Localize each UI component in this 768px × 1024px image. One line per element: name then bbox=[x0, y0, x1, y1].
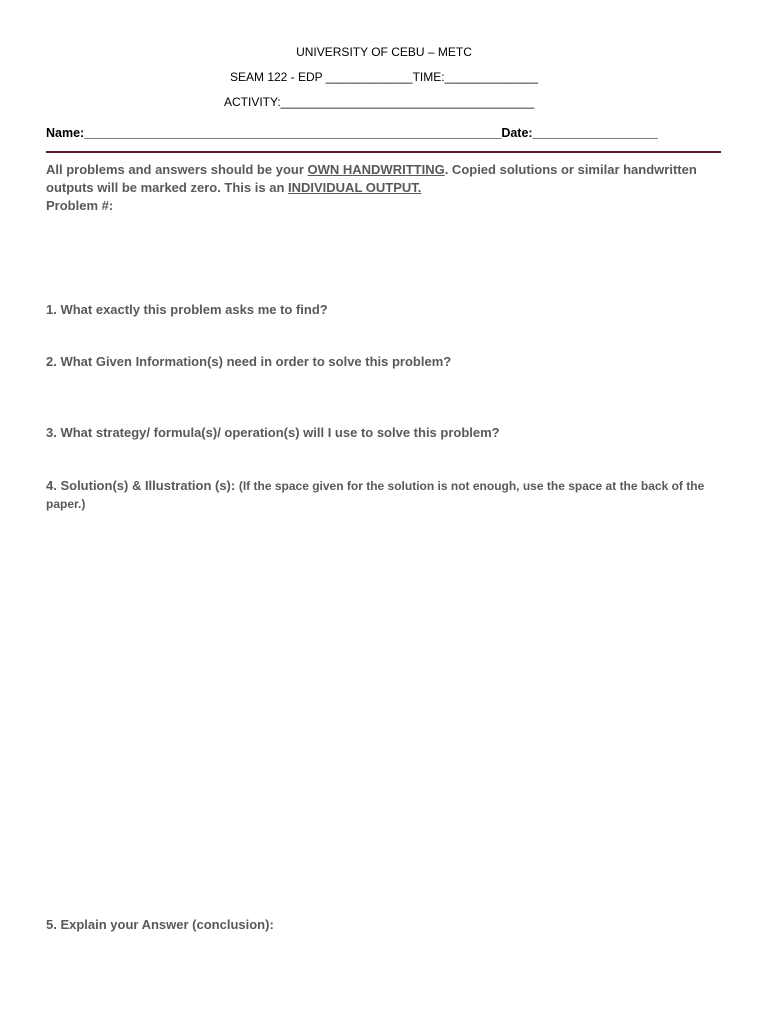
activity-line: ACTIVITY:______________________________________ bbox=[224, 95, 535, 109]
problem-number-label: Problem #: bbox=[46, 198, 114, 213]
question-4 bbox=[46, 477, 726, 513]
question-1: 1. What exactly this problem asks me to find? bbox=[46, 302, 328, 317]
individual-output-emphasis: INDIVIDUAL OUTPUT. bbox=[288, 180, 422, 195]
instructions-paragraph bbox=[46, 161, 726, 215]
question-2: 2. What Given Information(s) need in order to solve this problem? bbox=[46, 354, 452, 369]
instructions-text-2: . Copied solutions or similar handwritten outputs will be marked zero. This is an bbox=[46, 162, 697, 195]
course-time-line: SEAM 122 - EDP _____________TIME:______________ bbox=[229, 70, 538, 84]
header-divider bbox=[46, 151, 721, 153]
own-handwriting-emphasis: OWN HANDWRITTING bbox=[307, 162, 445, 177]
question-4-note: (If the space given for the solution is not enough, use the space at the back of the paper.) bbox=[46, 479, 705, 511]
name-date-line: Name:____________________________________________________________Date:__________________ bbox=[46, 126, 658, 140]
question-4-title: 4. Solution(s) & Illustration (s): bbox=[46, 478, 239, 493]
question-5: 5. Explain your Answer (conclusion): bbox=[46, 917, 274, 932]
instructions-text-1: All problems and answers should be your bbox=[46, 162, 308, 177]
university-title: UNIVERSITY OF CEBU – METC bbox=[296, 45, 472, 59]
question-3: 3. What strategy/ formula(s)/ operation(s) will I use to solve this problem? bbox=[46, 425, 500, 440]
